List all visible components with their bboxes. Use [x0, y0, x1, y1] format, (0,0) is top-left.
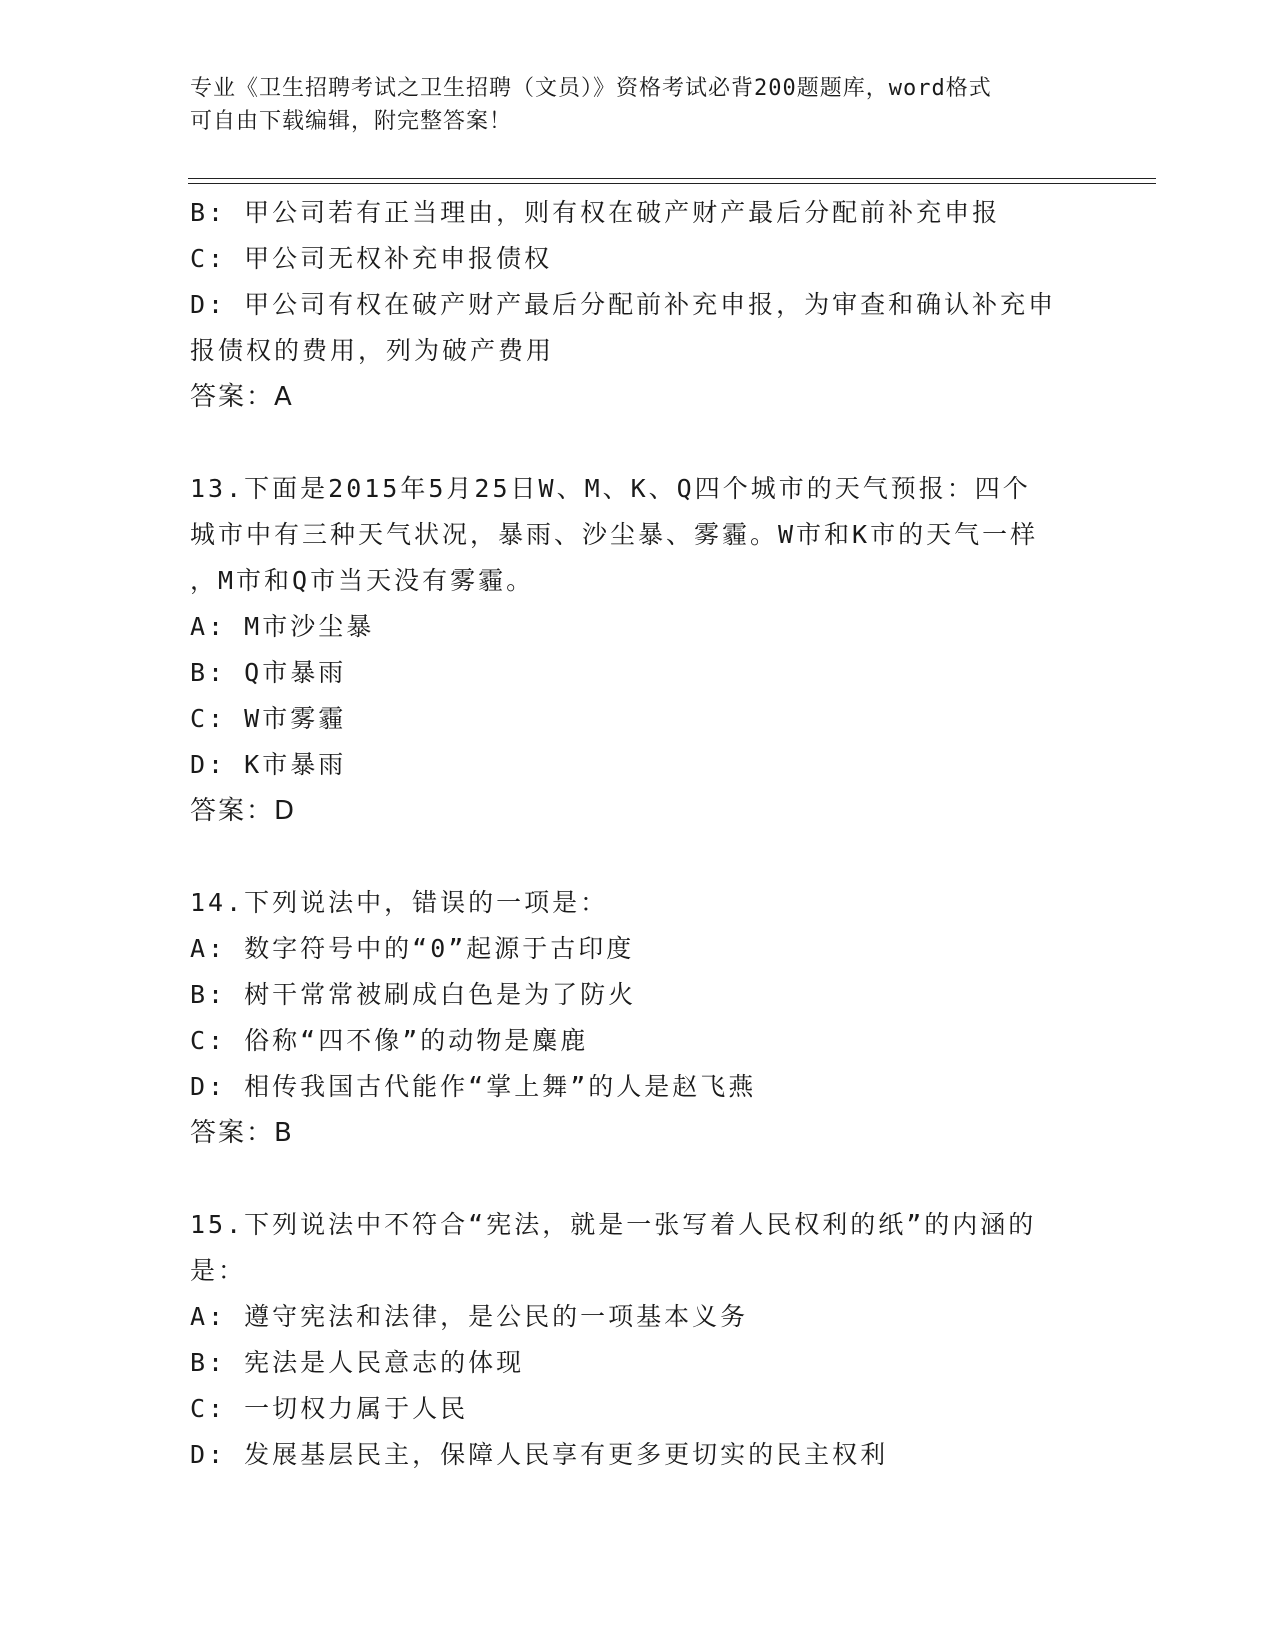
question-14	[190, 880, 1090, 1156]
question-15	[190, 1202, 1090, 1478]
q13-option-c: C: W市雾霾	[190, 704, 347, 733]
q13-option-a: A: M市沙尘暴	[190, 612, 375, 641]
q15-stem-line-2: 是：	[190, 1256, 247, 1285]
q13-stem-line-1: 13.下面是2015年5月25日W、M、K、Q四个城市的天气预报：四个	[190, 474, 1031, 503]
spacer	[190, 1156, 1090, 1202]
spacer	[190, 420, 1090, 466]
q12-option-c: C: 甲公司无权补充申报债权	[190, 244, 553, 273]
q14-stem: 14.下列说法中，错误的一项是：	[190, 888, 609, 917]
q15-option-a: A: 遵守宪法和法律，是公民的一项基本义务	[190, 1302, 749, 1331]
q12-answer: 答案：A	[190, 382, 294, 412]
q12-option-d-line-1: D: 甲公司有权在破产财产最后分配前补充申报，为审查和确认补充申	[190, 290, 1057, 319]
header-title-line-2: 可自由下载编辑，附完整答案！	[190, 109, 513, 134]
header-divider-bottom	[188, 183, 1156, 184]
q15-option-b: B: 宪法是人民意志的体现	[190, 1348, 525, 1377]
q13-option-b: B: Q市暴雨	[190, 658, 347, 687]
q12-option-d-line-2: 报债权的费用，列为破产费用	[190, 336, 555, 365]
q15-stem-line-1: 15.下列说法中不符合“宪法，就是一张写着人民权利的纸”的内涵的	[190, 1210, 1037, 1239]
q15-option-c: C: 一切权力属于人民	[190, 1394, 469, 1423]
question-13	[190, 466, 1090, 834]
header-title-line-1: 专业《卫生招聘考试之卫生招聘（文员）》资格考试必背200题题库，word格式	[190, 76, 992, 101]
document-header	[190, 72, 1090, 138]
header-divider-top	[188, 178, 1156, 179]
q13-option-d: D: K市暴雨	[190, 750, 347, 779]
q14-option-c: C: 俗称“四不像”的动物是麋鹿	[190, 1026, 589, 1055]
q13-answer: 答案：D	[190, 796, 297, 826]
q12-option-b: B: 甲公司若有正当理由，则有权在破产财产最后分配前补充申报	[190, 198, 1001, 227]
q15-option-d: D: 发展基层民主，保障人民享有更多更切实的民主权利	[190, 1440, 889, 1469]
q14-option-b: B: 树干常常被刷成白色是为了防火	[190, 980, 637, 1009]
q14-option-d: D: 相传我国古代能作“掌上舞”的人是赵飞燕	[190, 1072, 757, 1101]
spacer	[190, 834, 1090, 880]
question-list	[190, 190, 1090, 1478]
q14-option-a: A: 数字符号中的“0”起源于古印度	[190, 934, 635, 963]
question-12-continued	[190, 190, 1090, 420]
q13-stem-line-2: 城市中有三种天气状况，暴雨、沙尘暴、雾霾。W市和K市的天气一样	[190, 520, 1039, 549]
q13-stem-line-3: ，M市和Q市当天没有雾霾。	[190, 566, 535, 595]
q14-answer: 答案：B	[190, 1118, 294, 1148]
